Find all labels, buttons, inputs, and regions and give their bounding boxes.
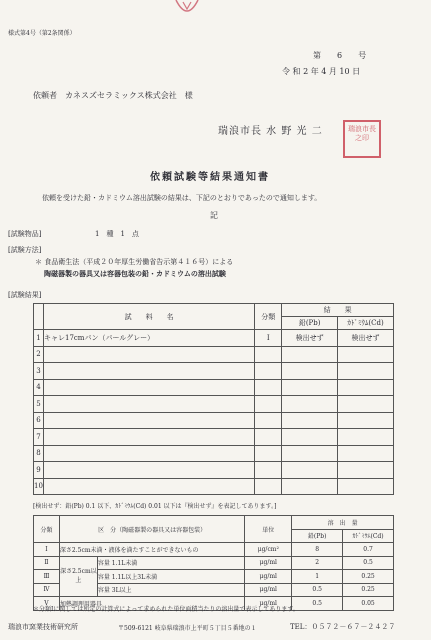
standards-header-row [34, 516, 394, 530]
cd-result [338, 346, 394, 363]
cd-result [338, 412, 394, 429]
table-row [34, 556, 394, 570]
sample-category [255, 412, 282, 429]
footer-telephone: TEL：０５７２－６７－２４２７ [290, 623, 396, 631]
standard-category: Ⅲ [34, 570, 60, 584]
row-number: 2 [34, 346, 44, 363]
row-number: 1 [34, 330, 44, 347]
standards-unit-header: 単位 [245, 516, 292, 543]
results-cd-header: ｶﾄﾞﾐｳﾑ(Cd) [338, 317, 394, 330]
cd-result [338, 429, 394, 446]
sample-name [43, 462, 254, 479]
sample-name: キャレ17cmパン（パールグレー） [43, 330, 254, 347]
issuer: 瑞浪市長 水 野 光 二 [218, 126, 323, 137]
footer-organization: 瑞浪市窯業技術研究所 [8, 623, 78, 631]
sample-name [43, 396, 254, 413]
standard-cd: 0.7 [343, 543, 394, 557]
document-number: 第 6 号 [313, 51, 367, 60]
sample-name [43, 363, 254, 380]
sample-name [43, 445, 254, 462]
standard-cd: 0.25 [343, 583, 394, 597]
row-number: 5 [34, 396, 44, 413]
item-value: 1 種 1 点 [95, 230, 139, 238]
results-header-row [34, 304, 394, 317]
results-table [33, 303, 394, 495]
pb-result [282, 379, 338, 396]
table-row [34, 543, 394, 557]
cd-result [338, 396, 394, 413]
table-row [34, 396, 394, 413]
standard-cd: 0.5 [343, 556, 394, 570]
sample-name [43, 379, 254, 396]
standard-pb: 8 [292, 543, 343, 557]
standard-category: Ⅱ [34, 556, 60, 570]
sample-category [255, 396, 282, 413]
pb-result [282, 462, 338, 479]
standard-description: 加熱調理用器具 [59, 597, 244, 611]
results-no-header [34, 304, 44, 330]
standard-description: 深さ2.5cm未満・液体を満たすことができないもの [59, 543, 244, 557]
document-date: 令 和 2 年 4 月 10 日 [282, 67, 361, 76]
standard-pb: 0.5 [292, 597, 343, 611]
pb-result [282, 478, 338, 495]
standard-cd: 0.25 [343, 570, 394, 584]
sample-category [255, 379, 282, 396]
table-row [34, 429, 394, 446]
sample-category [255, 478, 282, 495]
cd-result [338, 478, 394, 495]
sample-name [43, 478, 254, 495]
results-label: [試験結果] [8, 291, 42, 299]
row-number: 3 [34, 363, 44, 380]
pb-result [282, 363, 338, 380]
results-category-header: 分類 [255, 304, 282, 330]
standards-limit-header: 溶 出 量 [292, 516, 394, 530]
method-line-2: 陶磁器製の器具又は容器包装の鉛・カドミウムの溶出試験 [44, 269, 226, 278]
row-number: 10 [34, 478, 44, 495]
official-seal [343, 120, 381, 158]
pb-result: 検出せず [282, 330, 338, 347]
standard-category: Ⅳ [34, 583, 60, 597]
standard-description: 容量 3L以上 [97, 583, 245, 597]
standard-group-label: 深さ2.5cm以上 [59, 556, 97, 597]
standard-description: 容量 1.1L未満 [97, 556, 245, 570]
row-number: 9 [34, 462, 44, 479]
top-stamp-mark [172, 0, 202, 16]
pb-result [282, 412, 338, 429]
row-number: 7 [34, 429, 44, 446]
cd-result [338, 379, 394, 396]
pb-result [282, 346, 338, 363]
sample-category [255, 429, 282, 446]
standard-pb: 1 [292, 570, 343, 584]
results-pb-header: 鉛(Pb) [282, 317, 338, 330]
standards-cd-header: ｶﾄﾞﾐｳﾑ(Cd) [343, 529, 394, 543]
standard-unit: μg/ml [245, 556, 292, 570]
standard-unit: μg/ml [245, 583, 292, 597]
results-sample-header: 試 料 名 [43, 304, 254, 330]
row-number: 8 [34, 445, 44, 462]
cd-result [338, 462, 394, 479]
table-row [34, 379, 394, 396]
standards-pb-header: 鉛(Pb) [292, 529, 343, 543]
standard-cd: 0.05 [343, 597, 394, 611]
table-row [34, 330, 394, 347]
page-title: 依頼試験等結果通知書 [150, 172, 270, 183]
standard-category: Ⅴ [34, 597, 60, 611]
standard-pb: 0.5 [292, 583, 343, 597]
standards-category-header: 分類 [34, 516, 60, 543]
ki-mark: 記 [210, 211, 218, 220]
method-line-1: ＊ 食品衛生法（平成２０年厚生労働省告示第４１６号）による [35, 258, 234, 266]
standard-description: 容量 1.1L以上3L未満 [97, 570, 245, 584]
standard-pb: 2 [292, 556, 343, 570]
pb-result [282, 445, 338, 462]
intro-text: 依頼を受けた鉛・カドミウム溶出試験の結果は、下記のとおりであったので通知します。 [42, 194, 322, 202]
sample-name [43, 429, 254, 446]
standard-category: Ⅰ [34, 543, 60, 557]
form-label: 様式第4号（第2条関係） [8, 30, 76, 37]
sample-category [255, 363, 282, 380]
standard-unit: μg/ml [245, 570, 292, 584]
standard-unit: μg/ml [245, 597, 292, 611]
sample-category [255, 462, 282, 479]
row-number: 4 [34, 379, 44, 396]
table-row [34, 445, 394, 462]
pb-result [282, 396, 338, 413]
standard-unit: μg/cm² [245, 543, 292, 557]
detection-note: [検出せず：鉛(Pb) 0.1 以下、ｶﾄﾞﾐｳﾑ(Cd) 0.01 以下は『検出せず』を表記してあります。] [33, 503, 277, 510]
sample-category: Ⅰ [255, 330, 282, 347]
sample-name [43, 346, 254, 363]
cd-result [338, 445, 394, 462]
method-label: [試験方法] [8, 246, 42, 254]
table-row [34, 346, 394, 363]
footer-address: 〒509-6121 岐阜県瑞浪市上平町５丁目５番地の１ [118, 625, 257, 632]
item-label: [試験物品] [8, 230, 42, 238]
sample-category [255, 445, 282, 462]
cd-result [338, 363, 394, 380]
recipient: 依頼者 カネスズセラミックス株式会社 様 [33, 91, 193, 100]
standards-division-header: 区 分（陶磁器製の器具又は容器包装） [59, 516, 244, 543]
footnote: ＊分類Ⅰに関しては所定の計算式によって求められた単位面積当たりの溶出量で表示してあります。 [33, 606, 299, 613]
standards-table [33, 515, 394, 611]
table-row [34, 478, 394, 495]
table-row [34, 363, 394, 380]
pb-result [282, 429, 338, 446]
sample-category [255, 346, 282, 363]
table-row [34, 462, 394, 479]
row-number: 6 [34, 412, 44, 429]
results-result-header: 結 果 [282, 304, 394, 317]
sample-name [43, 412, 254, 429]
table-row [34, 412, 394, 429]
cd-result: 検出せず [338, 330, 394, 347]
seal-text: 瑞浪市長之印 [348, 125, 376, 142]
